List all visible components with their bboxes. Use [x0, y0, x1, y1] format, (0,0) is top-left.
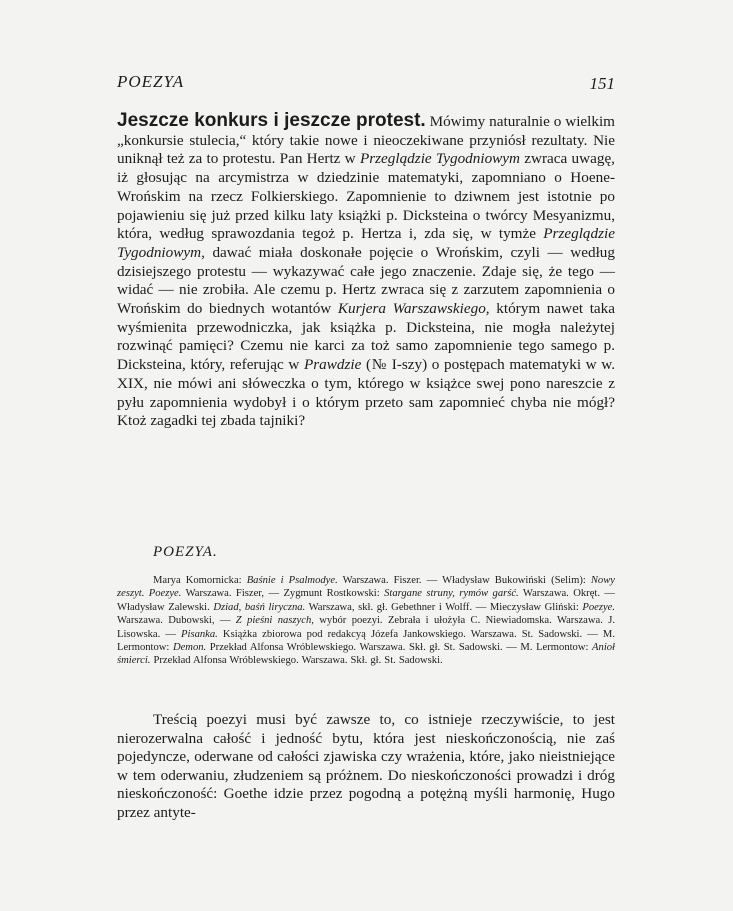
italic-title: Przeglądzie Tygodniowym, [117, 225, 615, 261]
italic-title: Dziad, baśń liryczna. [213, 601, 306, 613]
running-head [117, 72, 615, 96]
italic-title: Prawdzie [303, 356, 362, 374]
article-heading: Jeszcze konkurs i jeszcze protest. [117, 110, 426, 131]
text-run: Przekład Alfonsa Wróblewskiego. Warszawa. Skł. gł. St. Sadowski. — M. Lermontow: [206, 642, 593, 654]
italic-title: Demon. [172, 642, 207, 654]
page-number: 151 [589, 74, 615, 93]
text-run: (№ I-szy) o postępach matematyki w w. XIX, nie mówi ani słóweczka o tym, którego w książce swej pono nareszcie z pyłu zapomnienia wydobył i o którym przeto sam zapomnieć chyba nie mógł? Ktoż zagadki tej zbada tajniki? [117, 356, 616, 430]
text-run: Warszawa. Dubowski, — [117, 615, 236, 627]
bibliography-list [117, 574, 615, 668]
text-run: dawać miała doskonałe pojęcie o Wrońskim, czyli — według dzisiejszego protestu — wykazywać całe jego znaczenie. Zdaje się, że tego — widać — nie zrobiła. Ale czemu p. Hertz zwraca się z zarzutem zapomnienia o Wrońskim do biednych wotantów [117, 243, 615, 318]
text-run: którym nawet taka wyśmienita przewodniczka, jak książka p. Dicksteina, nie mogła należytej rozwinąć pamięci? Czemu nie karci za toż samo zapomnienie tego samego p. Dicksteina, który, referując w [117, 300, 616, 374]
italic-title: Baśnie i Psalmodye. [246, 575, 338, 586]
text-run: Warszawa, skł. gł. Gebethner i Wolff. — Mieczysław Gliński: [305, 601, 583, 613]
section-title: POEZYA. [153, 544, 218, 560]
text-run: wybór poezyi. Zebrała i ułożyła C. Niewiadomska. Warszawa. J. Lisowska. — [117, 615, 615, 640]
italic-title: Przeglądzie Tygodniowym [359, 150, 521, 168]
article-paragraph [117, 112, 615, 431]
text-run: Mówimy naturalnie o wielkim „konkursie stulecia,“ który takie nowe i nieoczekiwane przyniósł rezultaty. Nie uniknął też za to protestu. Pan Hertz w [117, 113, 615, 168]
italic-title: Pisanka. [181, 628, 218, 640]
italic-title: Stargane struny, rymów garść. [384, 588, 519, 600]
text-run: Warszawa. Fiszer, — Zygmunt Rostkowski: [181, 588, 385, 600]
body-paragraph: Treścią poezyi musi być zawsze to, co istnieje rzeczywiście, to jest nierozerwalna całość i jedność bytu, która jest nieskończonością, nie zaś pojedyncze, oderwane od całości zjawiska czy wrażenia, które, jako nieistniejące w tem oderwaniu, złudzeniem są próżnem. Do nieskończoności prowadzi i dróg nieskończoność: Goethe idzie przez pogodną a potężną myśli harmonię, Hugo przez antyte- [117, 711, 615, 821]
text-run: Marya Komornicka: [153, 575, 247, 586]
text-run: Książka zbiorowa pod redakcyą Józefa Jankowskiego. Warszawa. St. Sadowski. — M. Lermontow: [117, 628, 615, 654]
text-run: Przekład Alfonsa Wróblewskiego. Warszawa. Skł. gł. St. Sadowski. [150, 655, 443, 667]
italic-title: Kurjera Warszawskiego, [337, 300, 490, 318]
italic-title: Z pieśni naszych, [235, 615, 314, 627]
text-run: Warszawa. Okręt. — Władysław Zalewski. [117, 588, 615, 613]
italic-title: Nowy zeszyt. Poezye. [117, 575, 615, 600]
text-run: Warszawa. Fiszer. — Władysław Bukowiński (Selim): [337, 575, 591, 586]
italic-title: Anioł śmierci. [117, 642, 615, 667]
text-run: zwraca uwagę, iż głosując na arcymistrza w dziedzinie matematyki, zapomniano o Hoene-Wrońskim na rzecz Folkierskiego. Zapomnienie to dziwnem jest istotnie po pojawieniu się już przed kilku laty książki p. Dicksteina o twórcy Mesyanizmu, która, według sprawozdania tegoż p. Hertza i, zda się, w tymże [117, 150, 615, 243]
italic-title: Poezye. [582, 601, 616, 613]
running-head-title: POEZYA [117, 72, 185, 91]
